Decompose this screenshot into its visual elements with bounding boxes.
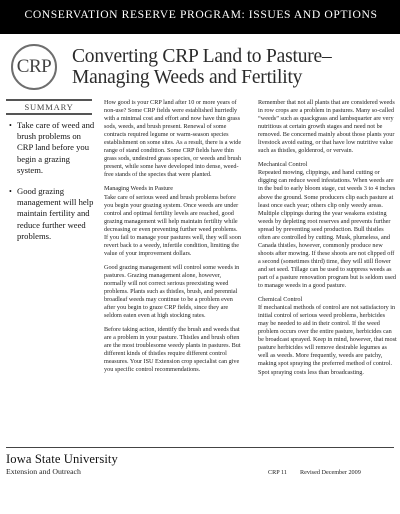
footer-divider — [6, 447, 394, 448]
pasture-paragraph-3: Before taking action, identify the brush and weeds that are a problem in your pasture. Thistles and brush often are the most troublesome weedy plants in pastures. But different kinds of thistles require different control measures. Your ISU Extension crop specialist can give you specific control recommendations. — [104, 326, 241, 374]
section-heading-chemical: Chemical Control — [258, 296, 303, 304]
summary-heading: SUMMARY — [6, 99, 92, 115]
summary-item — [9, 120, 95, 176]
chemical-paragraph: If mechanical methods of control are not satisfactory in initial control of serious weed problems, herbicides may be needed to aid in their control. If the weed problem occurs over the entire pasture, herbicides can be broadcast sprayed. Keep in mind, however, that most pasture herbicides will remove desirable legumes as well as weeds. More frequently, weeds are patchy, making spot spraying the preferred method of control. Spot spraying costs less than broadcasting. — [258, 304, 397, 376]
pasture-paragraph-1: Take care of serious weed and brush problems before you begin your grazing system. Once weeds are under control and optimal fertility levels are reached, good grazing management will help maintain fertility while decreasing or even preventing further weed problems. If you fail to manage your pastures well, they will soon revert back to a weedy, infertile condition, limiting the value of your improvement dollars. — [104, 193, 241, 257]
summary-item-text: Take care of weed and brush problems on CRP land before you begin a grazing system. — [17, 120, 95, 175]
summary-list — [9, 120, 95, 252]
publication-code: CRP 11 — [268, 469, 287, 476]
summary-item-text: Good grazing management will help maintain fertility and reduce further weed problems. — [17, 186, 94, 241]
crp-logo — [11, 44, 57, 90]
section-heading-mechanical: Mechanical Control — [258, 161, 308, 169]
header-banner — [0, 0, 400, 34]
revision-date: Revised December 2009 — [300, 469, 361, 476]
extension-name: Extension and Outreach — [6, 467, 81, 476]
banner-title: CONSERVATION RESERVE PROGRAM: ISSUES AND OPTIONS — [24, 8, 378, 21]
bullet-icon: • — [9, 187, 12, 197]
mechanical-paragraph: Repeated mowing, clippings, and hand cutting or digging can reduce weed infestations. When weeds are in the bud to early bloom stage, cut weeds 3 to 4 inches above the ground. Some producers clip each pasture at least once each year; others clip only weedy areas. Multiple clippings during the year weakens existing weeds by depleting root reserves and prevents further spread by preventing seed production. Bull thistles often are controlled by cutting. Musk, plumeless, and Canada thistles, however, commonly produce new shoots after mowing. If these shoots are not clipped off a second (sometimes third) time, they will still flower and set seed. Tillage can be used to suppress weeds as part of a pasture renovation program but is seldom used to manage weeds in a good pasture. — [258, 169, 396, 290]
body-column-2 — [258, 99, 397, 383]
body-column-1 — [104, 99, 243, 381]
intro-paragraph: How good is your CRP land after 10 or more years of non-use? Some CRP fields were established hurriedly with a minimal cost and effort and now have thin grass sods, weeds, and brush present. Renewal of some contracts required legume or warm-season species establishment on some sites. As a result, there is a wide range of stand condition. Some CRP fields have thin grass sods, undesired grass species, or weeds and brush present, while some have developed into dense, weed-free stands of the species that were planted. — [104, 99, 242, 179]
logo-text: CRP — [16, 56, 52, 77]
summary-item — [9, 186, 95, 242]
section-heading-pasture: Managing Weeds in Pasture — [104, 185, 173, 193]
remember-paragraph: Remember that not all plants that are considered weeds in row crops are a problem in pastures. Many so-called “weeds” such as quackgrass and lambsquarter are very nutritious at certain growth stages and need not be removed. Be concerned mainly about those plants your livestock avoid eating, or that have low nutritive value such as thistles, goldenrod, or vervain. — [258, 99, 395, 155]
page-title: Converting CRP Land to Pasture– Managing Weeds and Fertility — [72, 46, 332, 88]
university-name: Iowa State University — [6, 452, 118, 466]
pasture-paragraph-2: Good grazing management will control some weeds in pastures. Grazing management alone, however, normally will not correct serious preexisting weed problems. Plants such as thistles, brush, and perennial broadleaf weeds may continue to be a problem even after you begin to graze CRP fields, since they are seldom eaten even at high stocking rates. — [104, 263, 240, 320]
bullet-icon: • — [9, 121, 12, 130]
